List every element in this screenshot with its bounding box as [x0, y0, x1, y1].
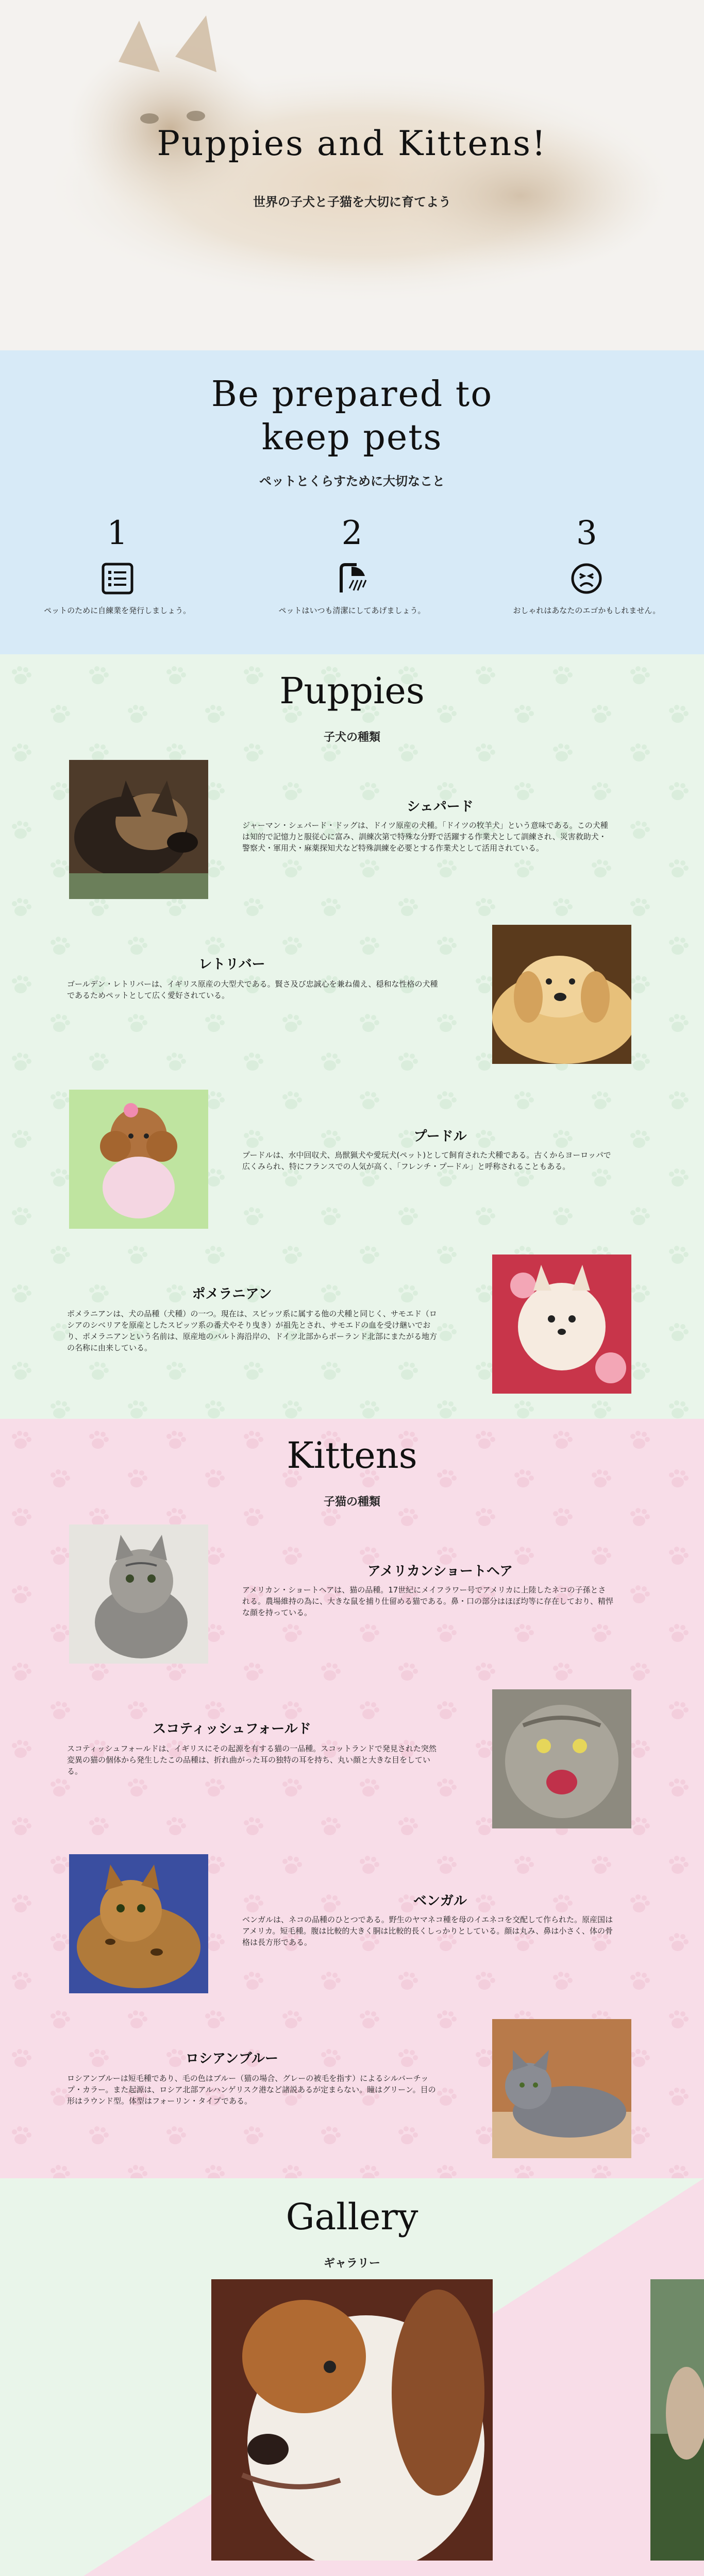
retriever-photo [492, 925, 631, 1064]
kittens-subtitle: 子猫の種類 [323, 1496, 380, 1509]
american-shorthair-photo [69, 1524, 208, 1664]
scottish-fold-photo [492, 1689, 631, 1828]
puppy-name: プードル [413, 1129, 467, 1144]
puppy-name: レトリバー [198, 957, 265, 972]
poodle-photo [69, 1090, 208, 1229]
prepared-title-line2: keep pets [261, 417, 443, 458]
step-number: 2 [341, 514, 363, 552]
puppy-description: ポメラニアンは、犬の品種（犬種）の一つ。現在は、スピッツ系に属する他の犬種と同じく、サモエド（ロシアのシベリアを原産としたスピッツ系の番犬やそり曳き）が祖先とされ、サモエドの血を受け継いでおり、ポメラニアンという名前は、原産地のバルト海沿岸の、ドイツ北部からポーランド北部にまたがる地方の名称に由来している。 [67, 1309, 438, 1352]
prepared-section [0, 350, 704, 654]
puppy-name: シェパード [407, 799, 474, 815]
kitten-item-bengal [0, 1854, 704, 2004]
pomeranian-photo [492, 1255, 631, 1394]
shepherd-photo [69, 760, 208, 899]
gallery-title: Gallery [286, 2196, 418, 2238]
kitten-name: アメリカンショートヘア [367, 1564, 513, 1579]
kitten-description: アメリカン・ショートヘアは、猫の品種。17世紀にメイフラワー号でアメリカに上陸したネコの子孫とされる。農場維持の為に、大きな鼠を捕り仕留める猫である。鼻・口の部分はほぼ均等に存在しており、精悍な顔を持っている。 [242, 1585, 614, 1617]
step-text: ペットのために自練業を発行しましょう。 [44, 606, 191, 615]
hero-subtitle: 世界の子犬と子猫を大切に育てよう [253, 195, 451, 209]
step-2 [234, 515, 469, 616]
gallery-subtitle: ギャラリー [323, 2257, 380, 2270]
hero-title: Puppies and Kittens! [157, 124, 547, 163]
sad-face-icon [568, 561, 605, 597]
kitten-name: ロシアンブルー [186, 2051, 278, 2066]
hero-section [0, 0, 704, 350]
prepared-title-line1: Be prepared to [211, 374, 493, 415]
puppy-item-shepherd [0, 760, 704, 909]
step-3 [470, 515, 704, 616]
puppy-description: ジャーマン・シェパード・ドッグは、ドイツ原産の犬種。「ドイツの牧羊犬」という意味である。この犬種は知的で記憶力と服従心に富み、訓練次第で特殊な分野で活躍する作業犬として訓練され、災害救助犬・警察犬・軍用犬・麻薬探知犬など特殊訓練を必要とする作業犬として活用されている。 [242, 821, 608, 853]
kitten-item-american-shorthair [0, 1524, 704, 1674]
step-text: おしゃれはあなたのエゴかもしれません。 [513, 606, 661, 615]
prepared-subtitle: ペットとくらすために大切なこと [259, 474, 445, 488]
step-1 [0, 515, 234, 616]
kittens-section [0, 1419, 704, 2178]
kitten-item-russian-blue [0, 2019, 704, 2168]
kitten-description: スコティッシュフォールドは、イギリスにその起源を有する猫の一品種。スコットランドで発見された突然変異の猫の個体から発生したこの品種は、折れ曲がった耳の独特の耳を持ち、丸い顔と大きな目をしている。 [67, 1744, 437, 1776]
kitten-name: ベンガル [413, 1893, 467, 1909]
gallery-slide-next [650, 2279, 704, 2561]
prepared-title [0, 350, 704, 460]
puppy-name: ポメラニアン [192, 1286, 272, 1302]
hero-kitten-image [0, 0, 704, 350]
kitten-description: ベンガルは、ネコの品種のひとつである。野生のヤマネコ種を母のイエネコを交配して作られた。原産国はアメリカ。短毛種。腹は比較的大きく胴は比較的長くしっかりとしている。顔は丸み、鼻は小さく、体の骨格は長方形である。 [242, 1915, 613, 1947]
puppies-subtitle: 子犬の種類 [323, 731, 380, 744]
kitten-name: スコティッシュフォールド [153, 1721, 311, 1737]
kitten-description: ロシアンブルーは短毛種であり、毛の色はブルー（猫の場合、グレーの被毛を指す）によるシルバーチップ・カラー。また起源は、ロシア北部アルハンゲリスク港など諸説あるが定まらない。瞳はグリーン。目の形はラウンド型。体型はフォーリン・タイプである。 [67, 2074, 436, 2106]
puppy-item-retriever [0, 925, 704, 1074]
gallery-slide-current [211, 2279, 493, 2561]
checklist-icon [99, 561, 136, 597]
puppy-item-pomeranian [0, 1255, 704, 1404]
step-text: ペットはいつも清潔にしてあげましょう。 [278, 606, 426, 615]
steps-list [0, 515, 704, 616]
puppy-description: ゴールデン・レトリバーは、イギリス原産の大型犬である。賢さ及び忠誠心を兼ね備え、穏和な性格の犬種であるためペットとして広く愛好されている。 [67, 979, 438, 1000]
kittens-title: Kittens [287, 1434, 417, 1477]
gallery-section [0, 2178, 704, 2576]
shower-icon [334, 561, 370, 597]
bengal-photo [69, 1854, 208, 1993]
kitten-item-scottish-fold [0, 1689, 704, 1839]
puppy-item-poodle [0, 1090, 704, 1239]
step-number: 3 [576, 514, 597, 552]
puppy-description: プードルは、水中回収犬、鳥獣猟犬や愛玩犬(ペット)として飼育された犬種である。古くからヨーロッパで広くみられ、特にフランスでの人気が高く、「フレンチ・プードル」と呼称されることもある。 [242, 1150, 611, 1171]
russian-blue-photo [492, 2019, 631, 2158]
step-number: 1 [107, 514, 128, 552]
puppies-title: Puppies [279, 670, 425, 712]
puppies-section [0, 654, 704, 1419]
